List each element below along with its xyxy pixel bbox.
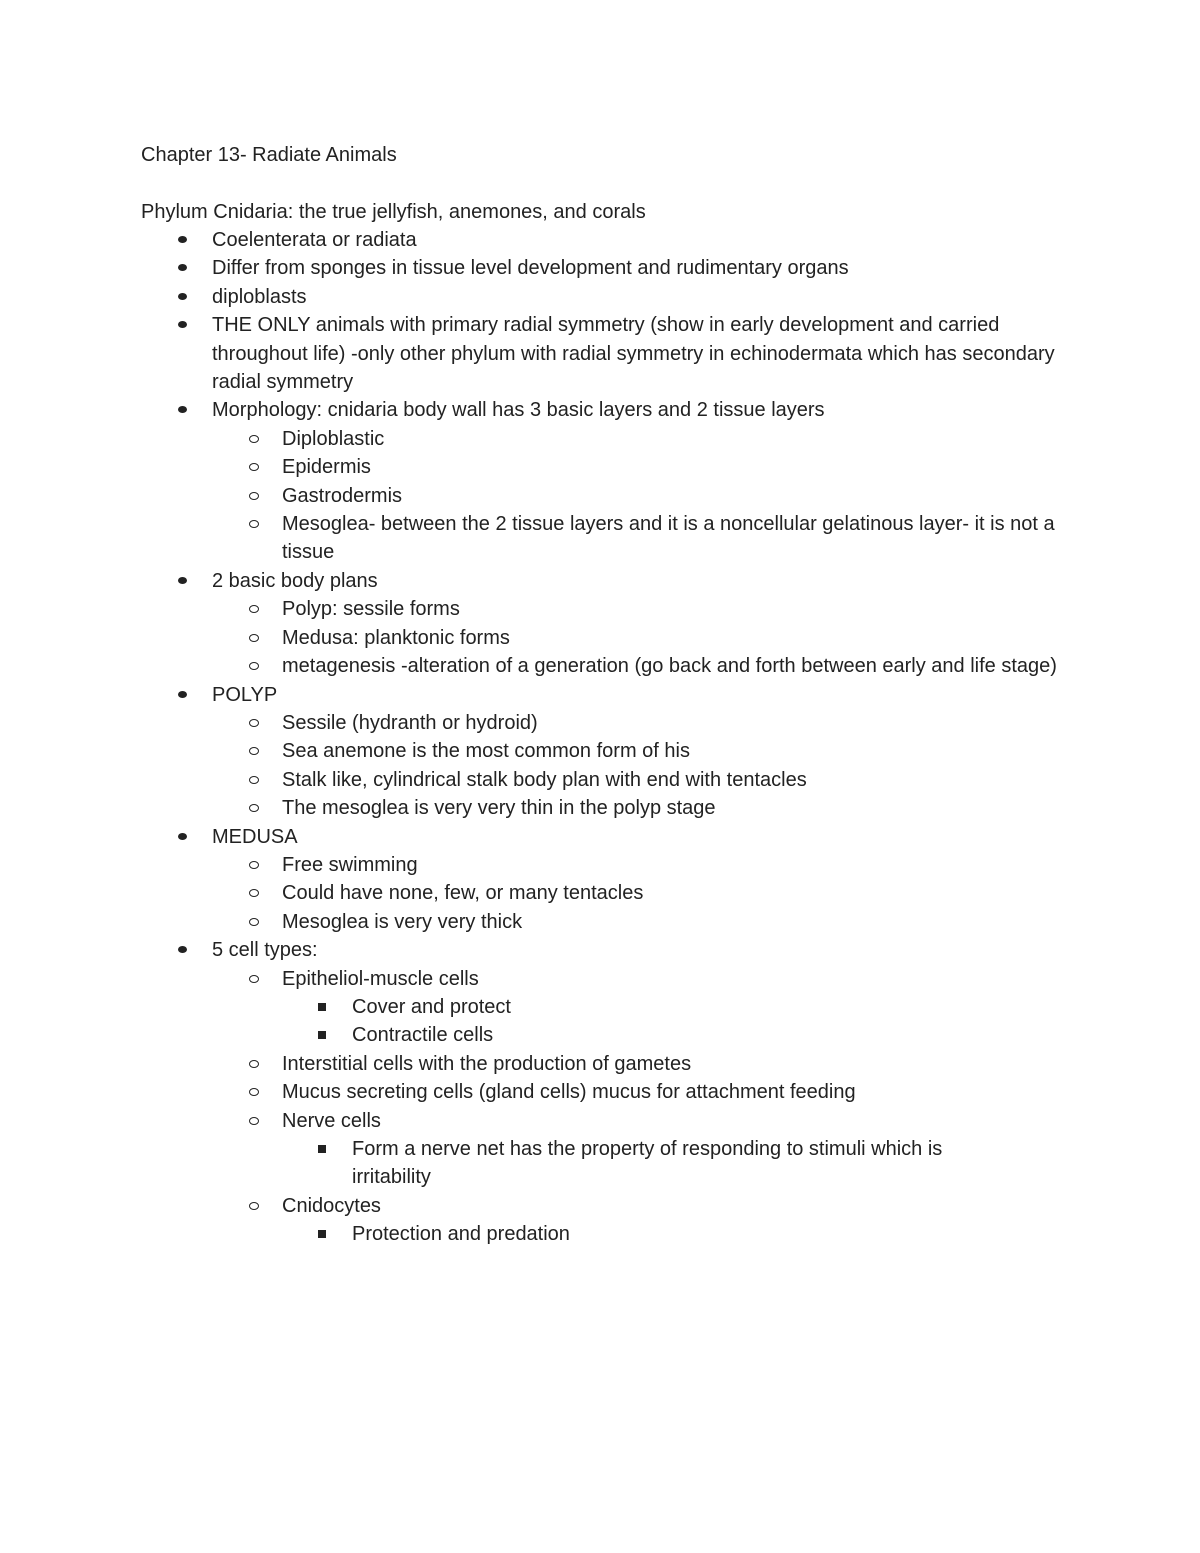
sub-bullet-item: The mesoglea is very very thin in the polyp stage	[0, 794, 1062, 822]
bullet-item: diploblasts	[0, 283, 1062, 311]
sub-bullet-item: Medusa: planktonic forms	[0, 624, 1062, 652]
sub-sub-bullet-item: Contractile cells	[0, 1021, 1002, 1049]
sub-bullet-item: Nerve cells	[0, 1107, 1062, 1135]
sub-bullet-item: Sea anemone is the most common form of his	[0, 737, 1062, 765]
sub-bullet-item: Gastrodermis	[0, 482, 1062, 510]
sub-bullet-item: Cnidocytes	[0, 1192, 1062, 1220]
bullet-item: Differ from sponges in tissue level development and rudimentary organs	[0, 254, 1062, 282]
sub-bullet-item: Interstitial cells with the production of gametes	[0, 1050, 1062, 1078]
notes-list	[0, 226, 1200, 1249]
document-title: Chapter 13- Radiate Animals	[141, 144, 397, 166]
bullet-item: MEDUSA	[0, 823, 1062, 851]
bullet-item: POLYP	[0, 681, 1062, 709]
sub-bullet-item: Free swimming	[0, 851, 1062, 879]
bullet-item: Morphology: cnidaria body wall has 3 basic layers and 2 tissue layers	[0, 396, 1062, 424]
sub-bullet-item: Could have none, few, or many tentacles	[0, 879, 1062, 907]
sub-bullet-item: Mesoglea- between the 2 tissue layers and it is a noncellular gelatinous layer- it is not a tissue	[0, 510, 1062, 567]
sub-bullet-item: metagenesis -alteration of a generation (go back and forth between early and life stage)	[0, 652, 1062, 680]
sub-sub-bullet-item: Form a nerve net has the property of responding to stimuli which is irritability	[0, 1135, 1002, 1192]
sub-bullet-item: Polyp: sessile forms	[0, 595, 1062, 623]
bullet-item: 2 basic body plans	[0, 567, 1062, 595]
sub-bullet-item: Mucus secreting cells (gland cells) mucus for attachment feeding	[0, 1078, 1062, 1106]
sub-sub-bullet-item: Cover and protect	[0, 993, 1002, 1021]
sub-bullet-item: Mesoglea is very very thick	[0, 908, 1062, 936]
sub-sub-bullet-item: Protection and predation	[0, 1220, 1002, 1248]
sub-bullet-item: Epitheliol-muscle cells	[0, 965, 1062, 993]
bullet-item: Coelenterata or radiata	[0, 226, 1062, 254]
sub-bullet-item: Diploblastic	[0, 425, 1062, 453]
bullet-item: THE ONLY animals with primary radial symmetry (show in early development and carried throughout life) -only other phylum with radial symmetry in echinodermata which has secondary radial symmetry	[0, 311, 1062, 396]
sub-bullet-item: Epidermis	[0, 453, 1062, 481]
sub-bullet-item: Sessile (hydranth or hydroid)	[0, 709, 1062, 737]
bullet-item: 5 cell types:	[0, 936, 1062, 964]
sub-bullet-item: Stalk like, cylindrical stalk body plan with end with tentacles	[0, 766, 1062, 794]
intro-line: Phylum Cnidaria: the true jellyfish, anemones, and corals	[141, 201, 646, 223]
